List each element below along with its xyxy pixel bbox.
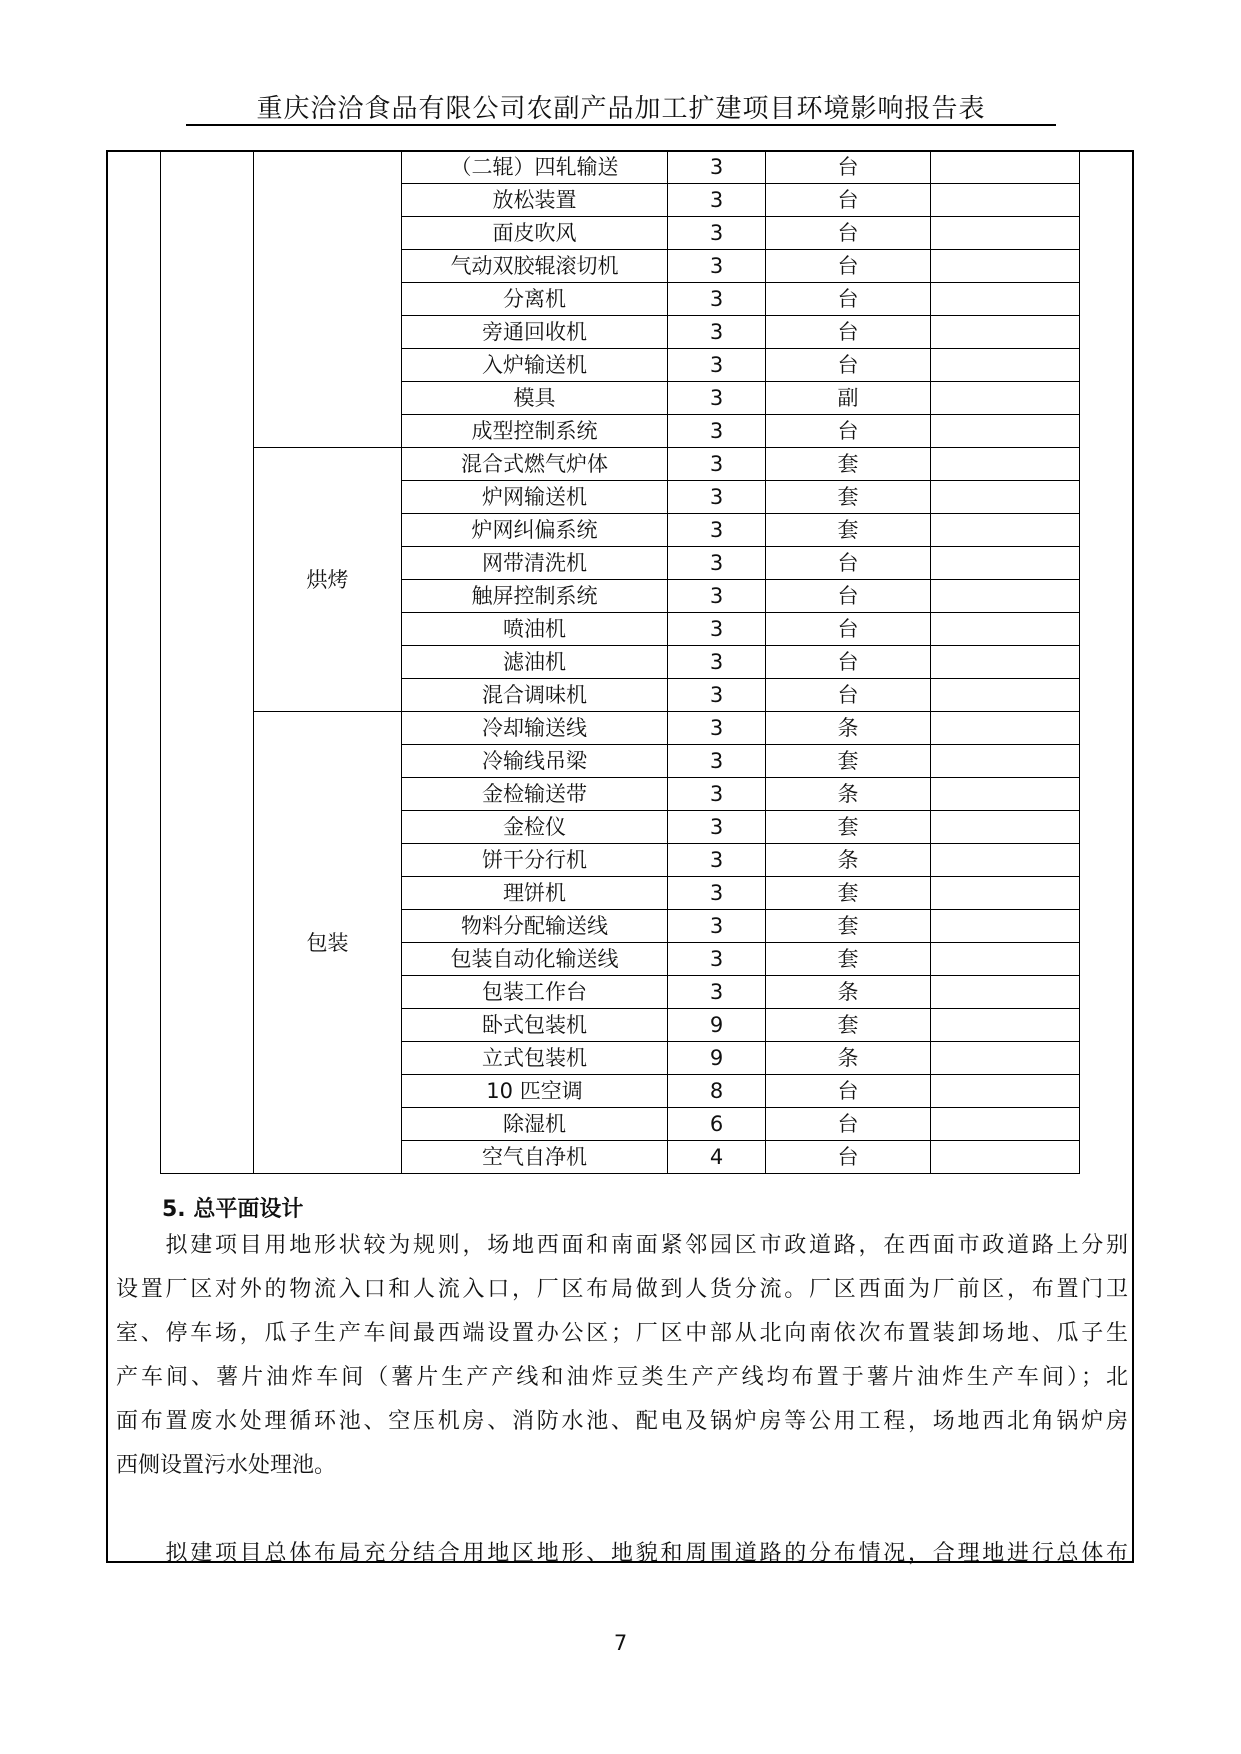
equipment-unit-cell: 台 [766,646,931,679]
equipment-name-cell: 气动双胶辊滚切机 [402,250,668,283]
equipment-unit-cell: 台 [766,184,931,217]
equipment-name-cell: 旁通回收机 [402,316,668,349]
equipment-unit-cell: 套 [766,811,931,844]
equipment-qty-cell: 6 [668,1108,766,1141]
equipment-note-cell [931,580,1080,613]
equipment-qty-cell: 3 [668,481,766,514]
equipment-note-cell [931,976,1080,1009]
equipment-unit-cell: 条 [766,1042,931,1075]
equipment-name-cell: 分离机 [402,283,668,316]
equipment-name-cell: 理饼机 [402,877,668,910]
equipment-qty-cell: 3 [668,250,766,283]
paragraph-line: 产车间、薯片油炸车间（薯片生产产线和油炸豆类生产产线均布置于薯片油炸生产车间）；北 [116,1365,1128,1390]
equipment-name-cell: 包装自动化输送线 [402,943,668,976]
equipment-name-cell: 滤油机 [402,646,668,679]
equipment-qty-cell: 3 [668,646,766,679]
equipment-name-cell: 面皮吹风 [402,217,668,250]
equipment-unit-cell: 台 [766,1075,931,1108]
equipment-unit-cell: 台 [766,613,931,646]
table-row [161,712,1080,745]
equipment-qty-cell: 9 [668,1009,766,1042]
equipment-unit-cell: 副 [766,382,931,415]
equipment-note-cell [931,745,1080,778]
equipment-note-cell [931,1075,1080,1108]
equipment-qty-cell: 3 [668,712,766,745]
equipment-qty-cell: 3 [668,580,766,613]
equipment-unit-cell: 条 [766,976,931,1009]
equipment-unit-cell: 台 [766,151,931,184]
equipment-note-cell [931,679,1080,712]
equipment-unit-cell: 套 [766,745,931,778]
equipment-note-cell [931,448,1080,481]
equipment-note-cell [931,943,1080,976]
equipment-note-cell [931,844,1080,877]
equipment-note-cell [931,382,1080,415]
equipment-qty-cell: 3 [668,679,766,712]
equipment-name-cell: 10 匹空调 [402,1075,668,1108]
equipment-name-cell: 模具 [402,382,668,415]
equipment-unit-cell: 台 [766,415,931,448]
equipment-qty-cell: 3 [668,844,766,877]
equipment-name-cell: 卧式包装机 [402,1009,668,1042]
equipment-unit-cell: 条 [766,712,931,745]
equipment-unit-cell: 台 [766,1108,931,1141]
equipment-unit-cell: 套 [766,448,931,481]
equipment-qty-cell: 3 [668,877,766,910]
equipment-qty-cell: 3 [668,910,766,943]
equipment-name-cell: 物料分配输送线 [402,910,668,943]
page-number: 7 [613,1631,628,1655]
equipment-unit-cell: 台 [766,217,931,250]
equipment-note-cell [931,1042,1080,1075]
equipment-unit-cell: 套 [766,481,931,514]
equipment-qty-cell: 3 [668,283,766,316]
equipment-note-cell [931,877,1080,910]
paragraph-line: 拟建项目总体布局充分结合用地区地形、地貌和周围道路的分布情况，合理地进行总体布 [116,1541,1128,1566]
equipment-unit-cell: 台 [766,1141,931,1174]
equipment-name-cell: 炉网输送机 [402,481,668,514]
equipment-name-cell: 混合调味机 [402,679,668,712]
equipment-name-cell: 饼干分行机 [402,844,668,877]
equipment-name-cell: （二辊）四轧输送 [402,151,668,184]
category-cell: 烘烤 [254,448,402,712]
paragraph-line: 面布置废水处理循环池、空压机房、消防水池、配电及锅炉房等公用工程，场地西北角锅炉房 [116,1409,1128,1434]
table-row [161,151,1080,184]
equipment-name-cell: 炉网纠偏系统 [402,514,668,547]
paragraph-line: 室、停车场，瓜子生产车间最西端设置办公区；厂区中部从北向南依次布置装卸场地、瓜子生 [116,1321,1128,1346]
equipment-unit-cell: 条 [766,844,931,877]
equipment-note-cell [931,250,1080,283]
category-cell [254,151,402,448]
equipment-name-cell: 除湿机 [402,1108,668,1141]
equipment-name-cell: 包装工作台 [402,976,668,1009]
header-rule [186,124,1056,126]
equipment-unit-cell: 条 [766,778,931,811]
equipment-note-cell [931,547,1080,580]
paragraph-line: 西侧设置污水处理池。 [116,1453,337,1478]
equipment-unit-cell: 台 [766,679,931,712]
equipment-qty-cell: 3 [668,613,766,646]
equipment-note-cell [931,910,1080,943]
equipment-note-cell [931,217,1080,250]
section-column-cell [161,151,254,1174]
equipment-note-cell [931,613,1080,646]
equipment-qty-cell: 3 [668,811,766,844]
equipment-qty-cell: 3 [668,217,766,250]
equipment-qty-cell: 3 [668,382,766,415]
equipment-note-cell [931,1108,1080,1141]
equipment-qty-cell: 3 [668,514,766,547]
equipment-name-cell: 空气自净机 [402,1141,668,1174]
equipment-note-cell [931,481,1080,514]
equipment-note-cell [931,514,1080,547]
paragraph-line: 拟建项目用地形状较为规则，场地西面和南面紧邻园区市政道路，在西面市政道路上分别 [116,1233,1128,1258]
equipment-name-cell: 成型控制系统 [402,415,668,448]
equipment-note-cell [931,1009,1080,1042]
equipment-qty-cell: 9 [668,1042,766,1075]
equipment-name-cell: 混合式燃气炉体 [402,448,668,481]
equipment-name-cell: 金检仪 [402,811,668,844]
equipment-note-cell [931,184,1080,217]
category-cell: 包装 [254,712,402,1174]
equipment-note-cell [931,1141,1080,1174]
paragraph-line: 设置厂区对外的物流入口和人流入口，厂区布局做到人货分流。厂区西面为厂前区，布置门卫 [116,1277,1128,1302]
equipment-note-cell [931,415,1080,448]
equipment-note-cell [931,151,1080,184]
equipment-qty-cell: 3 [668,943,766,976]
equipment-note-cell [931,646,1080,679]
equipment-name-cell: 喷油机 [402,613,668,646]
equipment-qty-cell: 3 [668,151,766,184]
equipment-unit-cell: 套 [766,943,931,976]
section-heading: 5. 总平面设计 [162,1197,304,1222]
equipment-qty-cell: 3 [668,976,766,1009]
equipment-qty-cell: 3 [668,316,766,349]
equipment-qty-cell: 3 [668,349,766,382]
equipment-unit-cell: 台 [766,283,931,316]
equipment-note-cell [931,778,1080,811]
equipment-unit-cell: 台 [766,580,931,613]
equipment-unit-cell: 套 [766,877,931,910]
equipment-note-cell [931,811,1080,844]
table-row [161,448,1080,481]
equipment-unit-cell: 台 [766,250,931,283]
equipment-name-cell: 冷输线吊梁 [402,745,668,778]
equipment-qty-cell: 3 [668,448,766,481]
document-header-title: 重庆洽洽食品有限公司农副产品加工扩建项目环境影响报告表 [256,94,986,124]
equipment-name-cell: 金检输送带 [402,778,668,811]
equipment-name-cell: 冷却输送线 [402,712,668,745]
equipment-unit-cell: 套 [766,514,931,547]
equipment-note-cell [931,316,1080,349]
equipment-name-cell: 立式包装机 [402,1042,668,1075]
equipment-qty-cell: 3 [668,745,766,778]
equipment-name-cell: 入炉输送机 [402,349,668,382]
equipment-unit-cell: 套 [766,1009,931,1042]
equipment-qty-cell: 3 [668,547,766,580]
equipment-name-cell: 网带清洗机 [402,547,668,580]
equipment-unit-cell: 台 [766,547,931,580]
equipment-qty-cell: 3 [668,184,766,217]
equipment-qty-cell: 8 [668,1075,766,1108]
equipment-qty-cell: 3 [668,415,766,448]
equipment-name-cell: 放松装置 [402,184,668,217]
paragraph-layout-continued [116,1532,1128,1576]
equipment-table [160,150,1080,1174]
equipment-name-cell: 触屏控制系统 [402,580,668,613]
equipment-qty-cell: 4 [668,1141,766,1174]
equipment-note-cell [931,283,1080,316]
equipment-qty-cell: 3 [668,778,766,811]
equipment-unit-cell: 台 [766,349,931,382]
paragraph-layout [116,1224,1128,1488]
equipment-note-cell [931,712,1080,745]
equipment-unit-cell: 台 [766,316,931,349]
equipment-note-cell [931,349,1080,382]
equipment-unit-cell: 套 [766,910,931,943]
equipment-table-body [161,151,1080,1174]
